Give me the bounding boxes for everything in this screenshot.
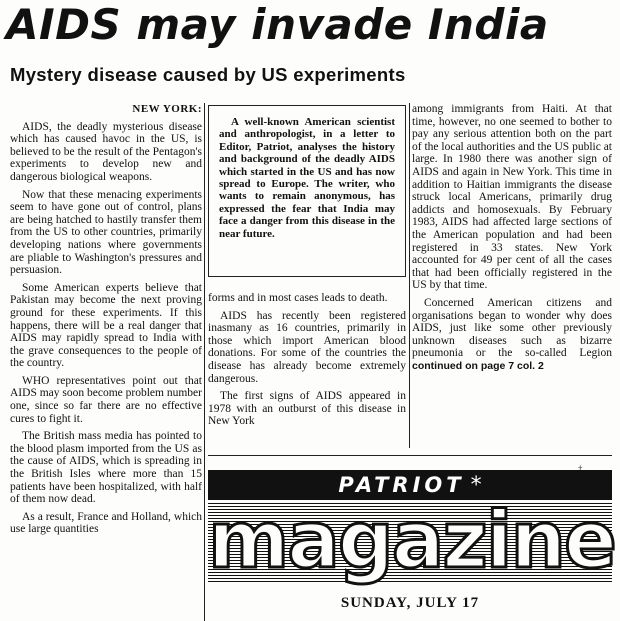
masthead-patriot: PATRIOT (338, 473, 465, 497)
column-rule-left (204, 103, 205, 621)
article-column-1 (10, 103, 202, 621)
paragraph: As a result, France and Holland, which use large quantities (10, 510, 202, 536)
subheadline: Mystery disease caused by US experiments (10, 64, 406, 85)
star-icon: * (470, 472, 482, 498)
paragraph: The first signs of AIDS appeared in 1978 with an outburst of this disease in New York (208, 390, 406, 428)
paragraph: Now that these menacing experiments seem to have gone out of control, plans are being hatched to hastily transfer them from the US to other countries, primarily developing nations where governments are pliable to Washington's pressures and persuasion. (10, 188, 202, 277)
article-column-3 (412, 103, 612, 449)
paragraph-text: Concerned American citizens and organisations began to wonder why does AIDS, just like some other previously unknown diseases such as bizarre pneumonia or the so-called Legion (412, 296, 612, 360)
headline: AIDS may invade India (6, 0, 549, 49)
paragraph: forms and in most cases leads to death. (208, 292, 388, 304)
paragraph: AIDS has recently been registered inasmany as 16 countries, primarily in those which import American blood donations. For some of the countries the disease has already become extremely dangerous. (208, 309, 406, 385)
column-rule-right (409, 103, 410, 448)
paragraph: AIDS, the deadly mysterious disease which has caused havoc in the US, is believed to be the result of the Pentagon's experiments to develop new and dangerous biological weapons. (10, 120, 202, 183)
paragraph (412, 297, 612, 373)
masthead-rule (208, 455, 612, 456)
masthead-magazine: magazine (208, 496, 615, 586)
paragraph: among immigrants from Haiti. At that time, however, no one seemed to bother to pay any serious attention both on the part of the local authorities and the US public at large. In 1980 there was another sign of AIDS and again in New York. This time in addition to Haitian immigrants the disease struck local Americans, primarily drug addicts and homosexuals. By February 1983, AIDS had affected large sections of the American population and had been registered in 33 states. New York accounted for 49 per cent of all the cases that had been officially registered in the US by that time. (412, 103, 612, 292)
issue-date: SUNDAY, JULY 17 (340, 595, 480, 611)
paragraph: Some American experts believe that Pakistan may become the next proving ground for these experiments. If this happens, there will be a real danger that AIDS may rapidly spread to India with the grave consequences to the people of the country. (10, 281, 202, 370)
paragraph: The British mass media has pointed to the blood plasm imported from the US as the cause of AIDS, which is spreading in the British Isles where more than 15 patients have been hospitalized, with half of them now dead. (10, 430, 202, 506)
dateline: NEW YORK: (132, 103, 202, 115)
patriot-magazine-masthead (208, 470, 615, 586)
continued-note: continued on page 7 col. 2 (412, 359, 544, 372)
paragraph: WHO representatives point out that AIDS may soon become problem number one, since so far there are no effective cures to fight it. (10, 374, 202, 425)
article-column-2 (208, 292, 406, 442)
editor-note-box: A well-known American scientist and anthropologist, in a letter to Editor, Patriot, analyses the history and background of the deadly AIDS which started in the US and has now spread to Europe. The writer, who wants to remain anonymous, has expressed the fear that India may face a danger from this disease in the near future. (208, 105, 406, 277)
